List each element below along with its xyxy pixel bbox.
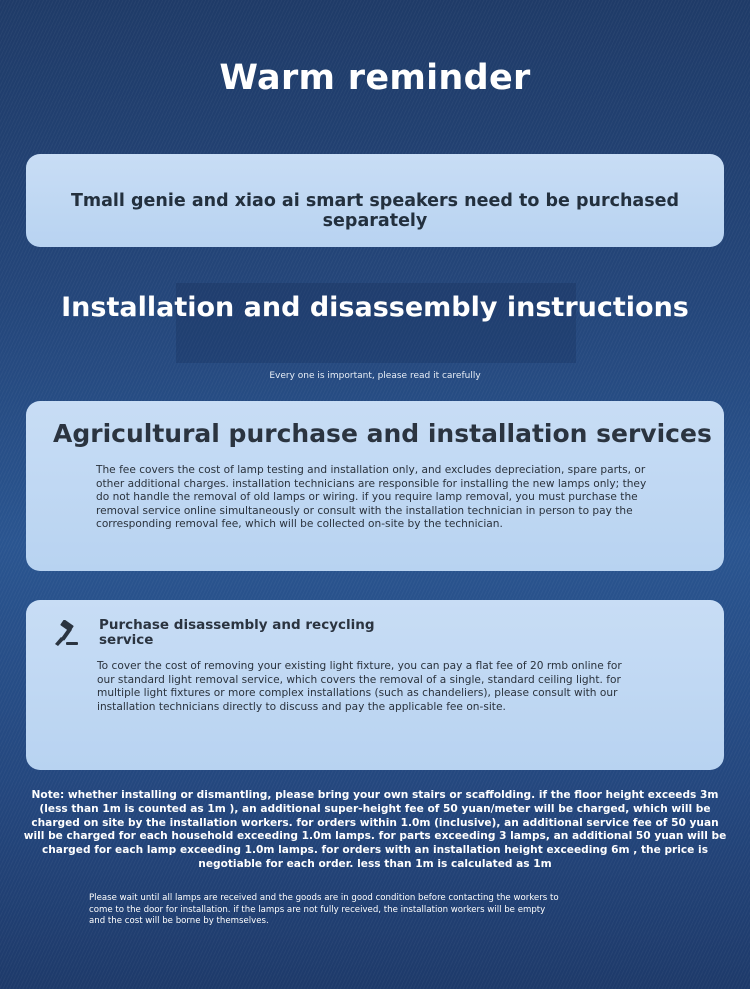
services-body: The fee covers the cost of lamp testing and installation only, and excludes depreciation, spare parts, or other additional charges. installation technicians are responsible for installing the new lamps only; they do not handle the removal of old lamps or wiring. if you require lamp removal, you must purchase the removal service online simultaneously or consult with the installation technician in person to pay the corresponding removal fee, which will be collected on-site by the technician. (96, 464, 647, 530)
services-card (26, 401, 724, 571)
services-title: Agricultural purchase and installation services (53, 419, 712, 448)
reminder-card (26, 154, 724, 247)
hammer-icon (52, 620, 80, 648)
recycling-body: To cover the cost of removing your existing light fixture, you can pay a flat fee of 20 rmb online for our standard light removal service, which covers the removal of a single, standard ceiling light. for multiple light fixtures or more complex installations (such as chandeliers), please consult with our installation technicians directly to discuss and pay the applicable fee on-site. (97, 660, 622, 713)
instructions-title: Installation and disassembly instructions (61, 292, 689, 323)
instructions-subtitle: Every one is important, please read it carefully (269, 371, 481, 381)
page-title: Warm reminder (219, 58, 531, 98)
height-fee-note: Note: whether installing or dismantling, please bring your own stairs or scaffolding. if the floor height exceeds 3m (less than 1m is counted as 1m ), an additional super-height fee of 50 yuan/meter will be charged, which will be charged on site by the installation workers. for orders within 1.0m (inclusive), an additional service fee of 50 yuan will be charged for each household exceeding 1.0m lamps. for parts exceeding 3 lamps, an additional 50 yuan will be charged for each lamp exceeding 1.0m lamps. for orders with an installation height exceeding 6m , the price is negotiable for each order. less than 1m is calculated as 1m (23, 789, 727, 870)
recycling-title: Purchase disassembly and recycling service (99, 617, 375, 648)
reminder-text: Tmall genie and xiao ai smart speakers need to be purchased separately (70, 191, 680, 231)
recycling-card (26, 600, 724, 770)
delivery-notice: Please wait until all lamps are received and the goods are in good condition before contacting the workers to come to the door for installation. if the lamps are not fully received, the installation workers will be empty and the cost will be borne by themselves. (89, 893, 559, 926)
